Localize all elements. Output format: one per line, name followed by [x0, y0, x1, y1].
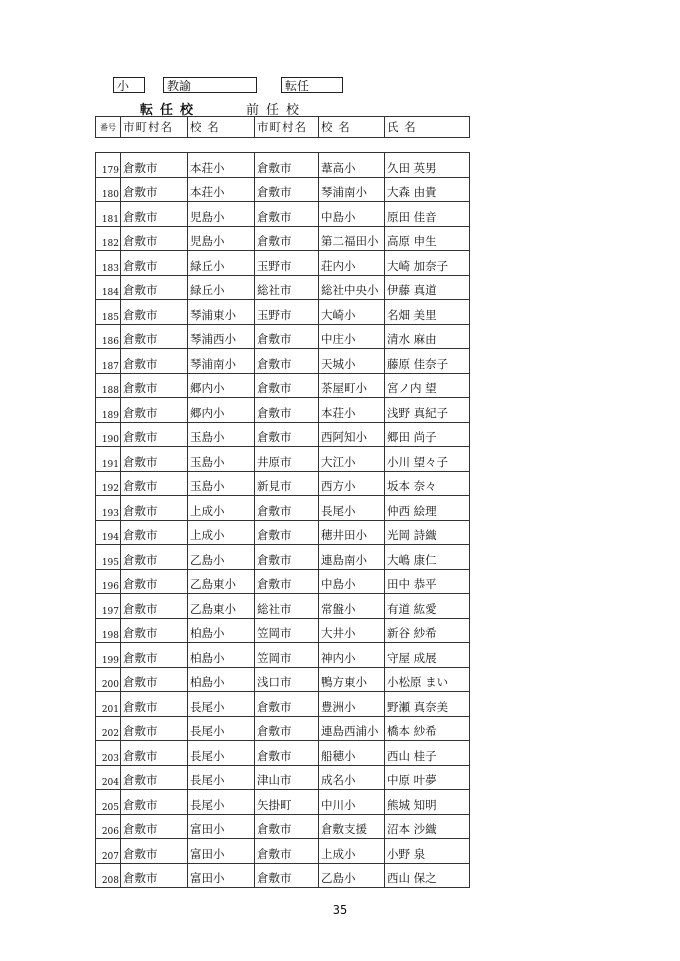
cell-old-school: 第二福田小	[319, 226, 385, 251]
cell-old-school: 豊洲小	[319, 692, 385, 717]
cell-old-school: 長尾小	[319, 496, 385, 521]
table-row	[96, 496, 470, 521]
cell-new-school: 乙島東小	[188, 594, 255, 619]
cell-teacher-name: 中原 叶夢	[385, 765, 470, 790]
cell-teacher-name: 田中 恭平	[385, 569, 470, 594]
cell-new-city: 倉敷市	[121, 226, 188, 251]
cell-new-city: 倉敷市	[121, 716, 188, 741]
cell-new-school: 柏島小	[188, 618, 255, 643]
cell-teacher-name: 郷田 尚子	[385, 422, 470, 447]
cell-old-city: 倉敷市	[255, 349, 319, 374]
position-box: 教諭	[163, 77, 257, 93]
table-row	[96, 202, 470, 227]
cell-old-city: 倉敷市	[255, 226, 319, 251]
cell-old-city: 浅口市	[255, 667, 319, 692]
cell-row-number: 190	[96, 422, 121, 447]
cell-new-city: 倉敷市	[121, 790, 188, 815]
cell-new-city: 倉敷市	[121, 692, 188, 717]
cell-new-school: 柏島小	[188, 667, 255, 692]
cell-teacher-name: 清水 麻由	[385, 324, 470, 349]
table-header-row	[96, 117, 470, 138]
cell-old-school: 連島西浦小	[319, 716, 385, 741]
cell-old-school: 神内小	[319, 643, 385, 668]
cell-old-school: 中島小	[319, 569, 385, 594]
cell-row-number: 208	[96, 863, 121, 888]
cell-teacher-name: 原田 佳音	[385, 202, 470, 227]
table-row	[96, 594, 470, 619]
cell-new-city: 倉敷市	[121, 177, 188, 202]
cell-row-number: 188	[96, 373, 121, 398]
cell-old-city: 矢掛町	[255, 790, 319, 815]
table-row	[96, 839, 470, 864]
cell-new-city: 倉敷市	[121, 839, 188, 864]
cell-old-school: 西阿知小	[319, 422, 385, 447]
table-row	[96, 300, 470, 325]
cell-old-city: 倉敷市	[255, 422, 319, 447]
cell-teacher-name: 大嶋 康仁	[385, 545, 470, 570]
cell-new-city: 倉敷市	[121, 447, 188, 472]
cell-old-city: 笠岡市	[255, 618, 319, 643]
cell-old-school: 上成小	[319, 839, 385, 864]
cell-new-city: 倉敷市	[121, 300, 188, 325]
cell-new-school: 緑丘小	[188, 251, 255, 276]
cell-old-school: 葦高小	[319, 153, 385, 178]
cell-new-school: 玉島小	[188, 447, 255, 472]
cell-row-number: 200	[96, 667, 121, 692]
cell-old-city: 玉野市	[255, 251, 319, 276]
cell-old-city: 倉敷市	[255, 520, 319, 545]
cell-new-city: 倉敷市	[121, 520, 188, 545]
cell-old-city: 倉敷市	[255, 398, 319, 423]
cell-new-city: 倉敷市	[121, 814, 188, 839]
cell-teacher-name: 西山 保之	[385, 863, 470, 888]
cell-old-city: 倉敷市	[255, 814, 319, 839]
cell-new-school: 本荘小	[188, 153, 255, 178]
cell-new-school: 緑丘小	[188, 275, 255, 300]
cell-new-school: 富田小	[188, 814, 255, 839]
cell-old-city: 倉敷市	[255, 153, 319, 178]
cell-new-city: 倉敷市	[121, 422, 188, 447]
cell-new-school: 乙島東小	[188, 569, 255, 594]
cell-new-school: 上成小	[188, 520, 255, 545]
cell-old-city: 新見市	[255, 471, 319, 496]
cell-row-number: 189	[96, 398, 121, 423]
cell-old-city: 倉敷市	[255, 741, 319, 766]
cell-new-school: 本荘小	[188, 177, 255, 202]
cell-new-city: 倉敷市	[121, 202, 188, 227]
cell-new-school: 玉島小	[188, 471, 255, 496]
cell-new-city: 倉敷市	[121, 275, 188, 300]
table-row	[96, 422, 470, 447]
cell-row-number: 199	[96, 643, 121, 668]
cell-new-school: 長尾小	[188, 741, 255, 766]
col-header-old-school: 校 名	[319, 117, 385, 138]
table-row	[96, 398, 470, 423]
cell-teacher-name: 大崎 加奈子	[385, 251, 470, 276]
table-row	[96, 349, 470, 374]
cell-teacher-name: 高原 申生	[385, 226, 470, 251]
cell-old-school: 中川小	[319, 790, 385, 815]
cell-teacher-name: 小野 泉	[385, 839, 470, 864]
cell-new-city: 倉敷市	[121, 643, 188, 668]
transfer-type-box: 転任	[281, 77, 343, 93]
cell-new-school: 富田小	[188, 839, 255, 864]
cell-new-school: 琴浦西小	[188, 324, 255, 349]
cell-row-number: 197	[96, 594, 121, 619]
table-row	[96, 177, 470, 202]
col-header-name: 氏 名	[385, 117, 470, 138]
table-row	[96, 447, 470, 472]
cell-new-city: 倉敷市	[121, 471, 188, 496]
cell-old-city: 津山市	[255, 765, 319, 790]
cell-row-number: 196	[96, 569, 121, 594]
cell-old-school: 成名小	[319, 765, 385, 790]
cell-old-school: 大江小	[319, 447, 385, 472]
cell-row-number: 198	[96, 618, 121, 643]
cell-teacher-name: 浅野 真紀子	[385, 398, 470, 423]
cell-row-number: 203	[96, 741, 121, 766]
table-row	[96, 373, 470, 398]
cell-new-school: 琴浦東小	[188, 300, 255, 325]
cell-old-school: 常盤小	[319, 594, 385, 619]
table-row	[96, 251, 470, 276]
cell-old-city: 倉敷市	[255, 324, 319, 349]
cell-teacher-name: 野瀬 真奈美	[385, 692, 470, 717]
cell-teacher-name: 名畑 美里	[385, 300, 470, 325]
cell-new-school: 長尾小	[188, 716, 255, 741]
cell-old-school: 総社中央小	[319, 275, 385, 300]
cell-old-city: 総社市	[255, 594, 319, 619]
cell-new-school: 玉島小	[188, 422, 255, 447]
col-header-number: 番号	[96, 117, 121, 138]
cell-teacher-name: 西山 桂子	[385, 741, 470, 766]
cell-old-city: 倉敷市	[255, 545, 319, 570]
col-header-old-city: 市町村名	[255, 117, 319, 138]
table-row	[96, 741, 470, 766]
cell-new-city: 倉敷市	[121, 618, 188, 643]
table-row	[96, 153, 470, 178]
table-body	[96, 153, 470, 888]
cell-row-number: 184	[96, 275, 121, 300]
cell-teacher-name: 新谷 紗希	[385, 618, 470, 643]
cell-row-number: 183	[96, 251, 121, 276]
cell-row-number: 206	[96, 814, 121, 839]
cell-old-city: 倉敷市	[255, 373, 319, 398]
cell-new-city: 倉敷市	[121, 153, 188, 178]
table-row	[96, 790, 470, 815]
table-row	[96, 618, 470, 643]
table-row	[96, 471, 470, 496]
cell-new-school: 柏島小	[188, 643, 255, 668]
cell-row-number: 181	[96, 202, 121, 227]
cell-row-number: 186	[96, 324, 121, 349]
cell-old-city: 倉敷市	[255, 863, 319, 888]
cell-old-school: 荘内小	[319, 251, 385, 276]
cell-row-number: 201	[96, 692, 121, 717]
cell-old-school: 茶屋町小	[319, 373, 385, 398]
cell-new-city: 倉敷市	[121, 765, 188, 790]
cell-old-school: 中島小	[319, 202, 385, 227]
section-new-school: 転任校	[140, 103, 201, 118]
cell-new-school: 長尾小	[188, 692, 255, 717]
header-spacer	[96, 138, 470, 153]
cell-old-school: 穂井田小	[319, 520, 385, 545]
cell-old-school: 西方小	[319, 471, 385, 496]
cell-old-school: 本荘小	[319, 398, 385, 423]
cell-new-city: 倉敷市	[121, 373, 188, 398]
cell-new-city: 倉敷市	[121, 569, 188, 594]
cell-teacher-name: 大森 由貴	[385, 177, 470, 202]
cell-new-city: 倉敷市	[121, 863, 188, 888]
col-header-new-city: 市町村名	[121, 117, 188, 138]
cell-old-city: 倉敷市	[255, 496, 319, 521]
cell-new-city: 倉敷市	[121, 667, 188, 692]
table-row	[96, 716, 470, 741]
cell-teacher-name: 仲西 絵理	[385, 496, 470, 521]
cell-row-number: 179	[96, 153, 121, 178]
cell-old-city: 笠岡市	[255, 643, 319, 668]
transfer-table	[95, 116, 470, 888]
cell-new-school: 児島小	[188, 202, 255, 227]
cell-teacher-name: 熊城 知明	[385, 790, 470, 815]
cell-old-city: 倉敷市	[255, 202, 319, 227]
cell-new-city: 倉敷市	[121, 398, 188, 423]
cell-row-number: 192	[96, 471, 121, 496]
cell-teacher-name: 沼本 沙織	[385, 814, 470, 839]
table-row	[96, 814, 470, 839]
cell-old-city: 総社市	[255, 275, 319, 300]
cell-teacher-name: 坂本 奈々	[385, 471, 470, 496]
cell-row-number: 204	[96, 765, 121, 790]
cell-old-school: 船穂小	[319, 741, 385, 766]
level-box: 小	[113, 77, 145, 93]
cell-row-number: 207	[96, 839, 121, 864]
cell-old-school: 乙島小	[319, 863, 385, 888]
table-row	[96, 667, 470, 692]
cell-old-school: 鴨方東小	[319, 667, 385, 692]
cell-new-school: 郷内小	[188, 398, 255, 423]
cell-old-city: 倉敷市	[255, 839, 319, 864]
cell-row-number: 195	[96, 545, 121, 570]
cell-teacher-name: 藤原 佳奈子	[385, 349, 470, 374]
col-header-new-school: 校 名	[188, 117, 255, 138]
table-row	[96, 643, 470, 668]
page-number: 35	[332, 903, 348, 917]
cell-row-number: 180	[96, 177, 121, 202]
cell-row-number: 185	[96, 300, 121, 325]
cell-teacher-name: 小松原 まい	[385, 667, 470, 692]
cell-teacher-name: 久田 英男	[385, 153, 470, 178]
cell-new-city: 倉敷市	[121, 496, 188, 521]
cell-teacher-name: 守屋 成展	[385, 643, 470, 668]
cell-old-school: 大崎小	[319, 300, 385, 325]
cell-old-school: 連島南小	[319, 545, 385, 570]
table-row	[96, 226, 470, 251]
table-row	[96, 520, 470, 545]
cell-old-school: 天城小	[319, 349, 385, 374]
cell-new-school: 琴浦南小	[188, 349, 255, 374]
cell-row-number: 202	[96, 716, 121, 741]
cell-teacher-name: 小川 望々子	[385, 447, 470, 472]
cell-new-school: 郷内小	[188, 373, 255, 398]
cell-teacher-name: 光岡 詩織	[385, 520, 470, 545]
cell-old-school: 中庄小	[319, 324, 385, 349]
cell-row-number: 205	[96, 790, 121, 815]
cell-new-school: 長尾小	[188, 790, 255, 815]
cell-new-school: 上成小	[188, 496, 255, 521]
cell-teacher-name: 伊藤 真道	[385, 275, 470, 300]
table-row	[96, 275, 470, 300]
cell-old-city: 倉敷市	[255, 692, 319, 717]
cell-row-number: 194	[96, 520, 121, 545]
cell-teacher-name: 橋本 紗希	[385, 716, 470, 741]
cell-old-school: 倉敷支援	[319, 814, 385, 839]
cell-old-city: 倉敷市	[255, 569, 319, 594]
cell-row-number: 182	[96, 226, 121, 251]
cell-old-city: 井原市	[255, 447, 319, 472]
cell-new-city: 倉敷市	[121, 545, 188, 570]
cell-old-city: 倉敷市	[255, 177, 319, 202]
cell-old-city: 玉野市	[255, 300, 319, 325]
table-row	[96, 569, 470, 594]
cell-new-school: 児島小	[188, 226, 255, 251]
cell-new-school: 長尾小	[188, 765, 255, 790]
cell-new-city: 倉敷市	[121, 251, 188, 276]
table-row	[96, 863, 470, 888]
cell-new-school: 富田小	[188, 863, 255, 888]
cell-row-number: 187	[96, 349, 121, 374]
cell-new-city: 倉敷市	[121, 594, 188, 619]
cell-old-city: 倉敷市	[255, 716, 319, 741]
cell-new-city: 倉敷市	[121, 324, 188, 349]
cell-old-school: 大井小	[319, 618, 385, 643]
cell-new-city: 倉敷市	[121, 349, 188, 374]
cell-new-city: 倉敷市	[121, 741, 188, 766]
cell-teacher-name: 有道 紘愛	[385, 594, 470, 619]
cell-row-number: 193	[96, 496, 121, 521]
table-row	[96, 765, 470, 790]
table-row	[96, 692, 470, 717]
table-row	[96, 545, 470, 570]
cell-old-school: 琴浦南小	[319, 177, 385, 202]
section-previous-school: 前任校	[246, 103, 307, 118]
cell-row-number: 191	[96, 447, 121, 472]
table-row	[96, 324, 470, 349]
cell-new-school: 乙島小	[188, 545, 255, 570]
cell-teacher-name: 宮ノ内 望	[385, 373, 470, 398]
